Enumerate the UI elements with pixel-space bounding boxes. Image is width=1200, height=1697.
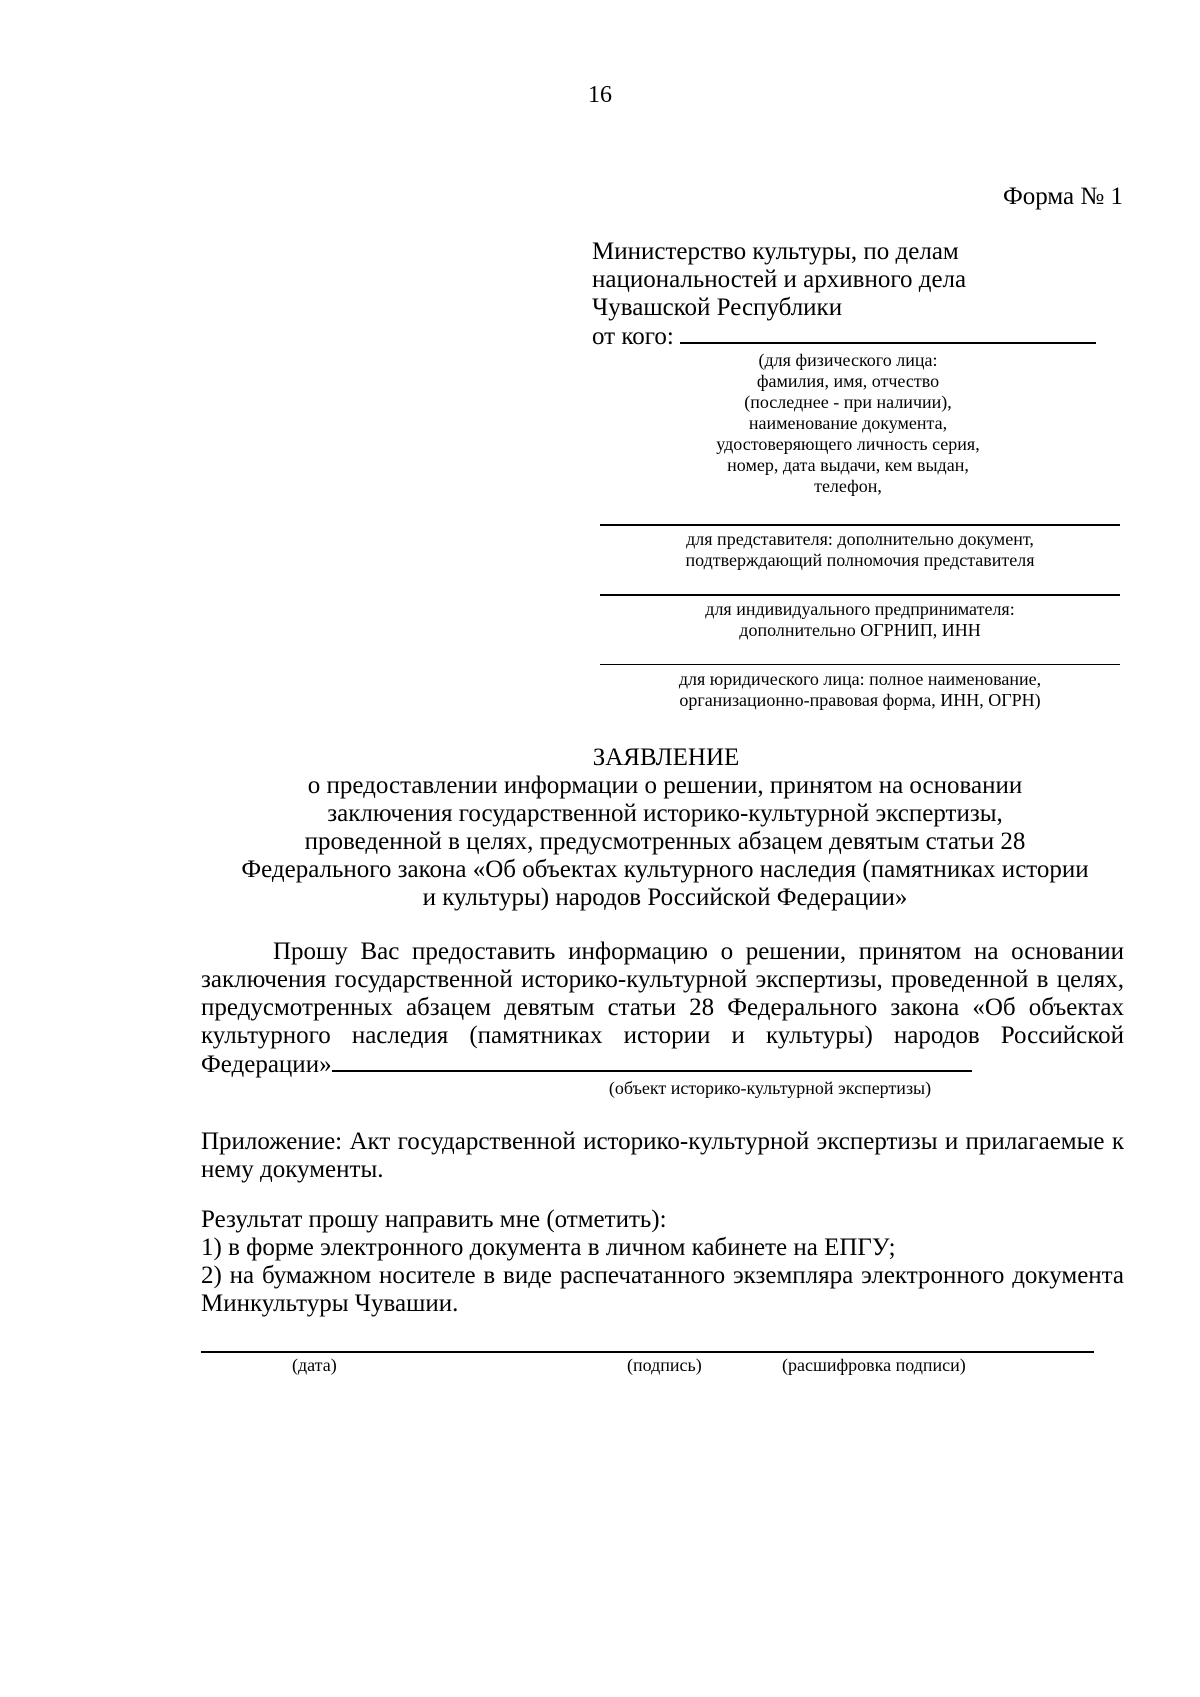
fill-line-representative: [600, 594, 1120, 596]
hint-line: подтверждающий полномочия представителя: [685, 550, 1035, 570]
hint-representative: [600, 529, 1120, 571]
from-label: от кого:: [592, 323, 674, 350]
subtitle-line: о предоставлении информации о решении, принятом на основании: [307, 772, 1023, 799]
delivery-option-paper: 2) на бумажном носителе в виде распечатанного экземпляра электронного документа Минкультуры Чувашии.: [201, 1262, 1124, 1317]
from-row: [592, 320, 1096, 351]
recipient-line-1: Министерство культуры, по делам: [592, 238, 959, 265]
hint-line: фамилия, имя, отчество: [756, 371, 940, 391]
hint-line: организационно-правовая форма, ИНН, ОГРН): [679, 690, 1041, 710]
recipient-block: [592, 238, 1132, 322]
object-fill-line: [332, 1050, 972, 1072]
hint-line: для индивидуального предпринимателя:: [705, 599, 1015, 619]
signature-line: [201, 1351, 1094, 1353]
hint-line: номер, дата выдачи, кем выдан,: [727, 455, 969, 475]
hint-line: телефон,: [814, 476, 882, 496]
hint-line: удостоверяющего личность серия,: [716, 434, 980, 454]
subtitle-line: Федерального закона «Об объектах культурного наследия (памятниках истории: [241, 856, 1089, 883]
subtitle-line: проведенной в целях, предусмотренных абзацем девятым статьи 28: [304, 828, 1026, 855]
from-fill-line: [680, 320, 1096, 344]
recipient-line-3: Чувашской Республики: [592, 294, 843, 321]
date-label: (дата): [292, 1355, 337, 1375]
fill-line-individual: [600, 524, 1120, 526]
hint-entrepreneur: [600, 599, 1120, 641]
hint-line: для юридического лица: полное наименование,: [678, 669, 1042, 689]
form-label: Форма № 1: [1003, 183, 1123, 210]
signature-decoding-label: (расшифровка подписи): [782, 1355, 966, 1375]
hint-line: (для физического лица:: [758, 350, 938, 370]
subtitle-line: и культуры) народов Российской Федерации»: [422, 884, 908, 911]
delivery-option-electronic: 1) в форме электронного документа в личном кабинете на ЕПГУ;: [201, 1234, 896, 1261]
fill-line-entrepreneur: [600, 664, 1120, 665]
signature-label: (подпись): [627, 1355, 702, 1375]
hint-line: для представителя: дополнительно документ,: [686, 529, 1034, 549]
hint-individual: [588, 350, 1108, 497]
page-number: 16: [588, 82, 612, 108]
request-text: Прошу Вас предоставить информацию о решении, принятом на основании заключения государственной историко-культурной экспертизы, проведенной в целях, предусмотренных абзацем девятым статьи 28 Федерального закона «Об объектах культурного наследия (памятниках истории и культуры) народов Российской Федерации»: [201, 938, 1124, 1078]
request-paragraph: [201, 938, 1124, 1079]
recipient-line-2: национальностей и архивного дела: [592, 266, 967, 293]
result-heading: Результат прошу направить мне (отметить):: [201, 1206, 667, 1233]
hint-line: (последнее - при наличии),: [744, 392, 952, 412]
subtitle-line: заключения государственной историко-культурной экспертизы,: [327, 800, 1003, 827]
application-title: ЗАЯВЛЕНИЕ: [592, 744, 740, 771]
application-subtitle: [190, 772, 1140, 912]
hint-legal-entity: [600, 669, 1120, 711]
object-hint: (объект историко-культурной экспертизы): [608, 1078, 932, 1098]
hint-line: наименование документа,: [748, 413, 948, 433]
appendix-paragraph: Приложение: Акт государственной историко-культурной экспертизы и прилагаемые к нему документы.: [201, 1128, 1124, 1183]
hint-line: дополнительно ОГРНИП, ИНН: [739, 620, 981, 640]
